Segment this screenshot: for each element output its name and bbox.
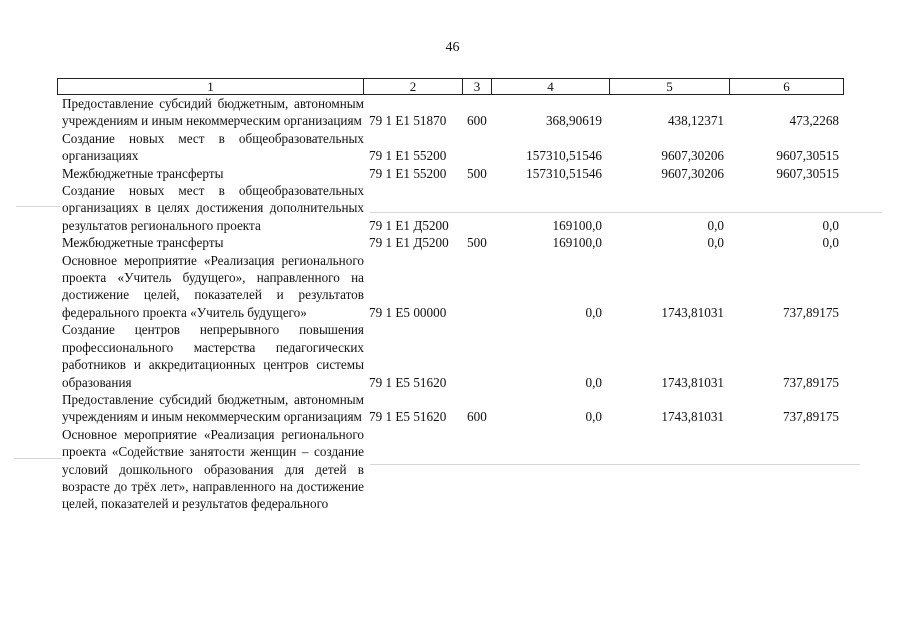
row-name: Создание новых мест в общеобразовательных организациях в целях достижения дополнительных результатов регионального проекта (62, 183, 364, 233)
header-cell: 4 (492, 79, 610, 94)
row-value-5: 1743,81031 (661, 409, 724, 425)
row-type: 500 (467, 235, 487, 251)
table-row (57, 234, 844, 251)
table-row (57, 182, 844, 234)
row-value-5: 1743,81031 (661, 374, 724, 390)
row-code: 79 1 E1 Д5200 (369, 235, 449, 251)
table-row (57, 95, 844, 130)
row-value-5: 1743,81031 (661, 304, 724, 320)
row-code: 79 1 E1 Д5200 (369, 217, 449, 233)
table-header (57, 78, 844, 95)
row-code: 79 1 E5 00000 (369, 304, 447, 320)
header-cell: 2 (364, 79, 463, 94)
row-code: 79 1 E5 51620 (369, 374, 447, 390)
row-value-6: 737,89175 (782, 304, 839, 320)
scan-artifact (370, 212, 882, 213)
row-value-6: 473,2268 (789, 113, 839, 129)
table-row (57, 321, 844, 391)
scan-artifact (14, 458, 62, 459)
page-number: 46 (445, 40, 460, 55)
row-name: Межбюджетные трансферты (62, 235, 224, 251)
row-type: 600 (467, 409, 487, 425)
header-cell: 6 (783, 79, 790, 94)
row-value-6: 0,0 (822, 217, 839, 233)
row-value-5: 0,0 (707, 217, 724, 233)
table-row (57, 391, 844, 426)
row-code: 79 1 E1 55200 (369, 148, 447, 164)
row-code: 79 1 E1 51870 (369, 113, 447, 129)
row-type: 500 (467, 165, 487, 181)
row-name: Межбюджетные трансферты (62, 165, 224, 181)
row-value-4: 0,0 (585, 374, 602, 390)
table-row (57, 252, 844, 322)
row-value-4: 157310,51546 (526, 165, 602, 181)
row-value-6: 9607,30515 (776, 148, 839, 164)
row-value-4: 0,0 (585, 304, 602, 320)
row-code: 79 1 E1 55200 (369, 165, 447, 181)
row-value-4: 169100,0 (552, 217, 602, 233)
header-cell: 1 (58, 79, 364, 94)
row-value-5: 0,0 (707, 235, 724, 251)
row-name: Создание центров непрерывного повышения профессионального мастерства педагогических работников и аккредитационных центров системы образования (62, 322, 364, 390)
row-value-5: 9607,30206 (661, 165, 724, 181)
row-type: 600 (467, 113, 487, 129)
row-value-6: 9607,30515 (776, 165, 839, 181)
header-cell: 5 (610, 79, 730, 94)
row-value-6: 737,89175 (782, 409, 839, 425)
row-value-5: 438,12371 (667, 113, 724, 129)
header-cell: 3 (463, 79, 492, 94)
table-row (57, 426, 844, 513)
row-value-6: 0,0 (822, 235, 839, 251)
scan-artifact (16, 206, 60, 207)
row-value-5: 9607,30206 (661, 148, 724, 164)
row-value-4: 157310,51546 (526, 148, 602, 164)
table-row (57, 130, 844, 165)
scan-artifact (370, 464, 860, 465)
row-name: Предоставление субсидий бюджетным, автономным учреждениям и иным некоммерческим организациям (62, 96, 364, 129)
row-code: 79 1 E5 51620 (369, 409, 447, 425)
table-row (57, 165, 844, 182)
row-value-6: 737,89175 (782, 374, 839, 390)
table-body (57, 95, 844, 513)
row-name: Предоставление субсидий бюджетным, автономным учреждениям и иным некоммерческим организациям (62, 391, 364, 425)
row-name: Создание новых мест в общеобразовательных организациях (62, 130, 364, 164)
row-name: Основное мероприятие «Реализация регионального проекта «Учитель будущего», направленного на достижение целей, показателей и результатов федерального проекта «Учитель будущего» (62, 252, 364, 320)
row-value-4: 169100,0 (552, 235, 602, 251)
row-value-4: 368,90619 (545, 113, 602, 129)
row-name: Основное мероприятие «Реализация регионального проекта «Содействие занятости женщин – создание условий дошкольного образования для детей в возрасте до трёх лет», направленного на достижение целей, показателей и результатов федерального (62, 426, 364, 512)
row-value-4: 0,0 (585, 409, 602, 425)
